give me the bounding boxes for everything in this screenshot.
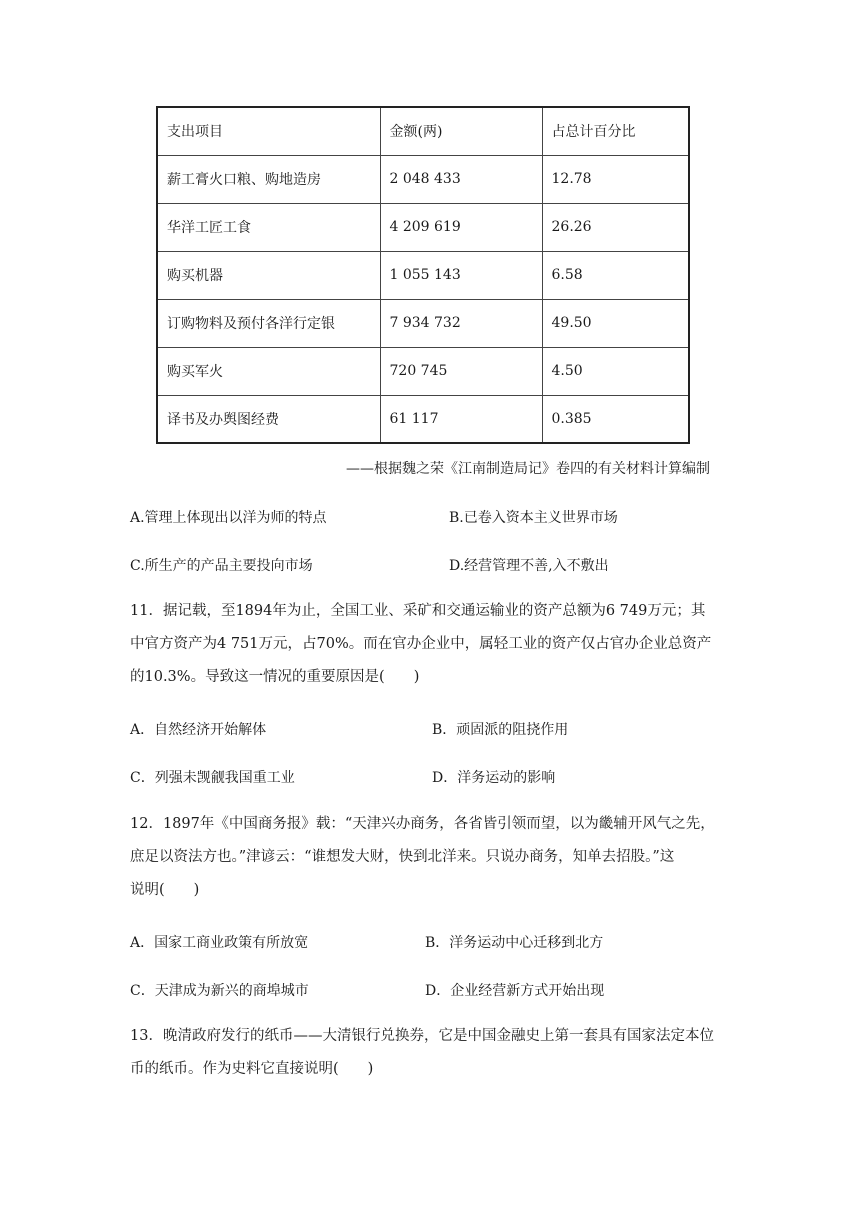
question-11-stem [130, 595, 730, 694]
table-header-cell: 支出项目 [157, 107, 380, 155]
table-cell: 购买军火 [157, 347, 380, 395]
question-line: 币的纸币。作为史料它直接说明( ) [130, 1061, 374, 1077]
table-row [157, 155, 689, 203]
table-cell: 华洋工匠工食 [157, 203, 380, 251]
table-row [157, 251, 689, 299]
table-cell: 订购物料及预付各洋行定银 [157, 299, 380, 347]
q12-option-c: C．天津成为新兴的商埠城市 [130, 983, 309, 999]
table-row [157, 347, 689, 395]
table-row [157, 395, 689, 443]
question-line: 的10.3%。导致这一情况的重要原因是( ) [130, 669, 420, 685]
table-cell: 2 048 433 [380, 155, 542, 203]
table-cell: 4.50 [542, 347, 689, 395]
table-cell: 薪工膏火口粮、购地造房 [157, 155, 380, 203]
q10-option-c: C.所生产的产品主要投向市场 [130, 558, 313, 574]
table-cell: 4 209 619 [380, 203, 542, 251]
table-cell: 译书及办舆图经费 [157, 395, 380, 443]
q10-option-a: A.管理上体现出以洋为师的特点 [130, 510, 327, 526]
table-header-cell: 金额(两) [380, 107, 542, 155]
q10-option-b: B.已卷入资本主义世界市场 [449, 510, 618, 526]
q11-option-a: A．自然经济开始解体 [130, 722, 267, 738]
table-cell: 1 055 143 [380, 251, 542, 299]
question-line: 11．据记载，至1894年为止，全国工业、采矿和交通运输业的资产总额为6 749万元；其 [130, 603, 706, 619]
question-12-stem [130, 808, 730, 907]
table-cell: 49.50 [542, 299, 689, 347]
table-cell: 0.385 [542, 395, 689, 443]
table-header-cell: 占总计百分比 [542, 107, 689, 155]
question-line: 13．晚清政府发行的纸币——大清银行兑换券，它是中国金融史上第一套具有国家法定本位 [130, 1028, 714, 1044]
q11-option-c: C．列强未觊觎我国重工业 [130, 770, 295, 786]
q11-option-d: D．洋务运动的影响 [432, 770, 556, 786]
table-header-row [157, 107, 689, 155]
q12-option-b: B．洋务运动中心迁移到北方 [425, 935, 604, 951]
table-source-note: ——根据魏之荣《江南制造局记》卷四的有关材料计算编制 [346, 461, 710, 477]
q11-option-b: B．顽固派的阻挠作用 [432, 722, 569, 738]
table-row [157, 203, 689, 251]
question-13-stem [130, 1020, 730, 1086]
question-line: 12．1897年《中国商务报》载：“天津兴办商务，各省皆引领而望，以为畿辅开风气之先， [130, 816, 715, 832]
table-cell: 26.26 [542, 203, 689, 251]
question-line: 说明( ) [130, 882, 200, 898]
table-row [157, 299, 689, 347]
expenditure-table [156, 106, 690, 444]
question-line: 庶足以资法方也。”津谚云：“谁想发大财，快到北洋来。只说办商务，知单去招股。”这 [130, 849, 675, 865]
table-cell: 61 117 [380, 395, 542, 443]
q12-option-d: D．企业经营新方式开始出现 [425, 983, 605, 999]
table-cell: 6.58 [542, 251, 689, 299]
q10-option-d: D.经营管理不善,入不敷出 [449, 558, 609, 574]
table-cell: 7 934 732 [380, 299, 542, 347]
table-cell: 购买机器 [157, 251, 380, 299]
table-cell: 720 745 [380, 347, 542, 395]
q12-option-a: A．国家工商业政策有所放宽 [130, 935, 309, 951]
table-cell: 12.78 [542, 155, 689, 203]
question-line: 中官方资产为4 751万元，占70%。而在官办企业中，属轻工业的资产仅占官办企业总资产 [130, 636, 712, 652]
